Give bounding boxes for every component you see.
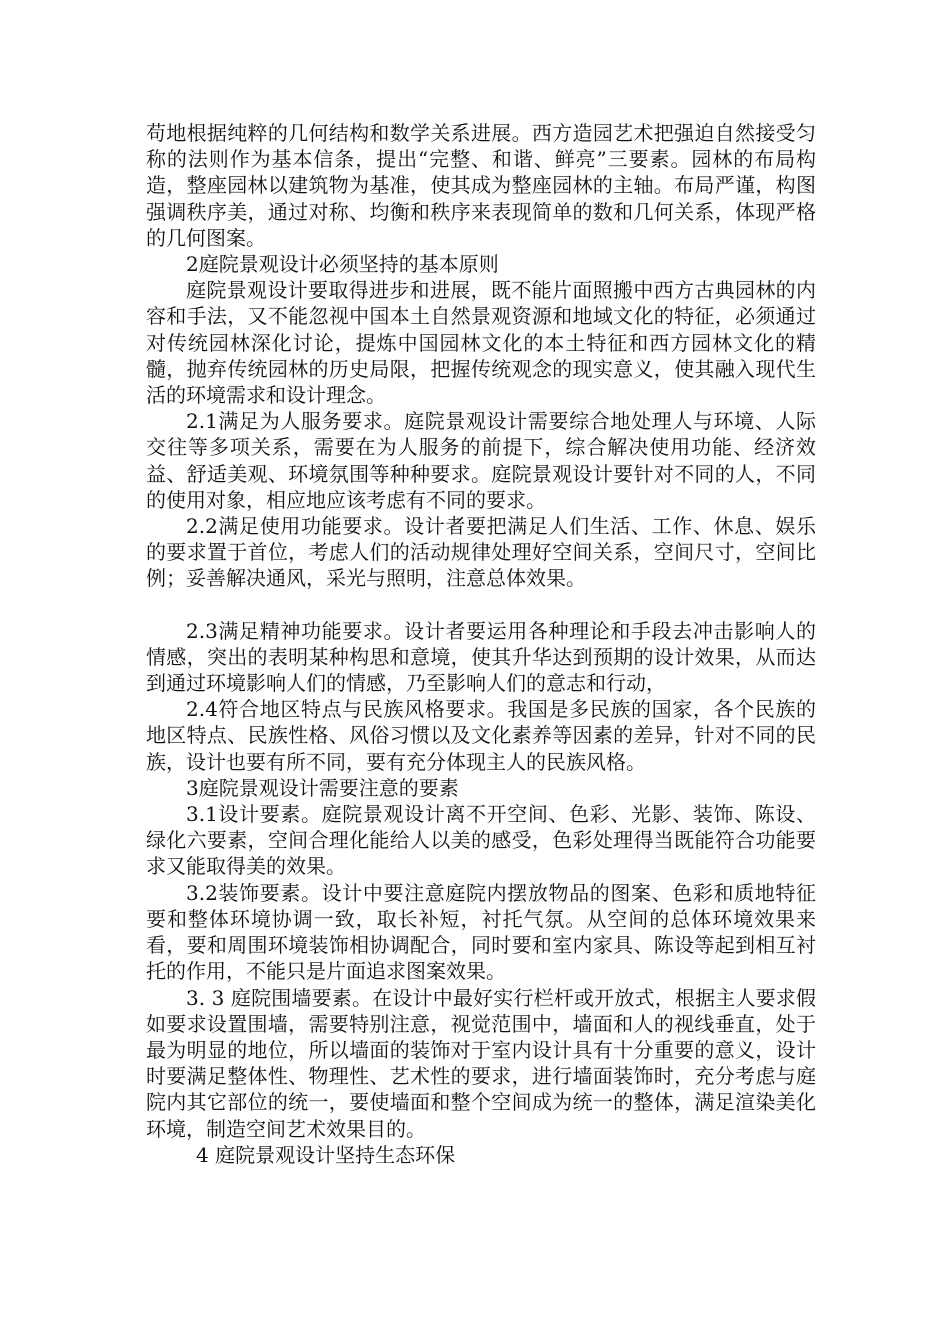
section-heading-3: 3庭院景观设计需要注意的要素 [186, 775, 459, 800]
paragraph-3-1: 3.1设计要素。庭院景观设计离不开空间、色彩、光影、装饰、陈设、绿化六要素，空间合理化能给人以美的感受，色彩处理得当既能符合功能要求又能取得美的效果。 [146, 802, 816, 879]
paragraph-2-2: 2.2满足使用功能要求。设计者要把满足人们生活、工作、休息、娱乐的要求置于首位，考虑人们的活动规律处理好空间关系，空间尺寸，空间比例；妥善解决通风，采光与照明，注意总体效果。 [146, 514, 816, 591]
paragraph-3-2: 3.2装饰要素。设计中要注意庭院内摆放物品的图案、色彩和质地特征要和整体环境协调一致，取长补短，衬托气氛。从空间的总体环境效果来看，要和周围环境装饰相协调配合，同时要和室内家具、陈设等起到相互衬托的作用，不能只是片面追求图案效果。 [146, 880, 816, 984]
document-body [146, 120, 816, 1168]
paragraph-intro: 苟地根据纯粹的几何结构和数学关系进展。西方造园艺术把强迫自然接受匀称的法则作为基本信条，提出“完整、和谐、鲜亮”三要素。园林的布局构造，整座园林以建筑物为基准，使其成为整座园林的主轴。布局严谨，构图强调秩序美，通过对称、均衡和秩序来表现简单的数和几何关系，体现严格的几何图案。 [146, 121, 816, 250]
section-heading-4: 4 庭院景观设计坚持生态环保 [196, 1142, 456, 1167]
paragraph-2-4: 2.4符合地区特点与民族风格要求。我国是多民族的国家，各个民族的地区特点、民族性格、风俗习惯以及文化素养等因素的差异，针对不同的民族，设计也要有所不同，要有充分体现主人的民族风格。 [146, 697, 816, 774]
paragraph-2-1: 2.1满足为人服务要求。庭院景观设计需要综合地处理人与环境、人际交往等多项关系，需要在为人服务的前提下，综合解决使用功能、经济效益、舒适美观、环境氛围等种种要求。庭院景观设计要针对不同的人，不同的使用对象，相应地应该考虑有不同的要求。 [146, 409, 816, 512]
section-heading-2: 2庭院景观设计必须坚持的基本原则 [186, 252, 499, 277]
paragraph-2-3: 2.3满足精神功能要求。设计者要运用各种理论和手段去冲击影响人的情感，突出的表明某种构思和意境，使其升华达到预期的设计效果，从而达到通过环境影响人们的情感，乃至影响人们的意志和行动， [146, 618, 816, 696]
paragraph-spacer [146, 592, 816, 618]
paragraph-principles: 庭院景观设计要取得进步和进展，既不能片面照搬中西方古典园林的内容和手法，又不能忽视中国本土自然景观资源和地域文化的特征，必须通过对传统园林深化讨论，提炼中国园林文化的本土特征和西方园林文化的精髓，抛弃传统园林的历史局限，把握传统观念的现实意义，使其融入现代生活的环境需求和设计理念。 [146, 278, 816, 408]
paragraph-3-3: 3. 3 庭院围墙要素。在设计中最好实行栏杆或开放式，根据主人要求假如要求设置围墙，需要特别注意，视觉范围中，墙面和人的视线垂直，处于最为明显的地位，所以墙面的装饰对于室内设计具有十分重要的意义，设计时要满足整体性、物理性、艺术性的要求，进行墙面装饰时，充分考虑与庭院内其它部位的统一，要使墙面和整个空间成为统一的整体，满足渲染美化环境，制造空间艺术效果目的。 [146, 985, 816, 1141]
